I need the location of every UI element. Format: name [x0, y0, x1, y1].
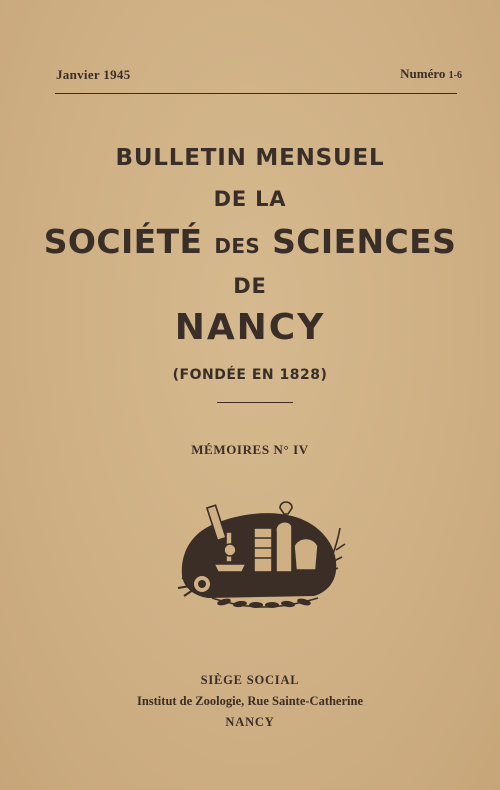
title-sciences: SCIENCES — [272, 222, 457, 261]
seat-label: SIÈGE SOCIAL — [200, 673, 300, 687]
divider-rule — [217, 402, 293, 403]
issue-date: Janvier 1945 — [56, 67, 131, 82]
title-line-4: DE — [233, 274, 267, 298]
header-rule — [55, 93, 457, 94]
issue-label: Numéro — [400, 66, 446, 81]
founded-note: (FONDÉE EN 1828) — [172, 367, 328, 383]
series-label: MÉMOIRES N° IV — [191, 442, 309, 457]
title-nancy: NANCY — [174, 307, 326, 348]
microscope-books-laurel-icon — [168, 488, 350, 612]
city-line: NANCY — [225, 715, 275, 729]
issue-number-value: 1-6 — [448, 70, 462, 81]
issue-number — [400, 66, 462, 82]
title-des: DES — [214, 234, 261, 258]
title-line-1: BULLETIN MENSUEL — [115, 145, 385, 171]
title-line-3 — [0, 222, 500, 261]
title-line-2: DE LA — [213, 187, 287, 211]
address-line: Institut de Zoologie, Rue Sainte-Catherine — [136, 694, 364, 708]
title-societe: SOCIÉTÉ — [43, 222, 203, 261]
